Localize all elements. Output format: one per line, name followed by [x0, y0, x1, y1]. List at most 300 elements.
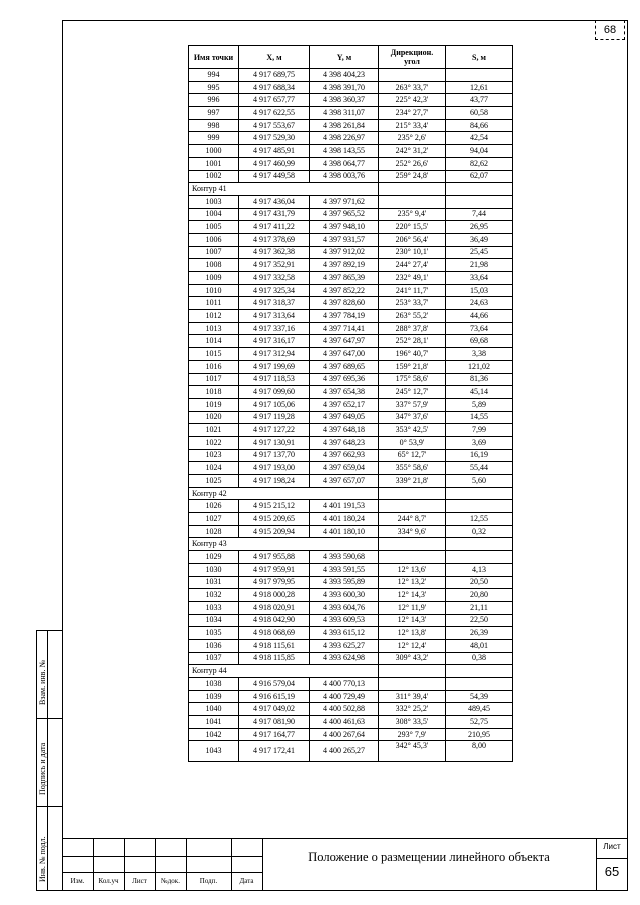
point-name-cell: 1007	[189, 246, 239, 259]
distance-cell: 25,45	[446, 246, 513, 259]
point-name-cell: 1027	[189, 513, 239, 526]
x-cell: 4 917 529,30	[239, 132, 310, 145]
table-row	[189, 424, 513, 437]
table-row	[189, 576, 513, 589]
angle-cell: 65° 12,7'	[379, 449, 446, 462]
y-cell: 4 400 265,27	[310, 741, 379, 762]
point-name-cell: 1021	[189, 424, 239, 437]
point-name-cell: 1037	[189, 652, 239, 665]
table-row	[189, 132, 513, 145]
table-row	[189, 678, 513, 691]
point-name-cell: 1038	[189, 678, 239, 691]
angle-cell: 232° 49,1'	[379, 272, 446, 285]
angle-cell: 245° 12,7'	[379, 386, 446, 399]
point-name-cell: 1036	[189, 639, 239, 652]
side-divider	[36, 718, 62, 719]
point-name-cell: 1019	[189, 398, 239, 411]
angle-cell: 206° 56,4'	[379, 233, 446, 246]
x-cell: 4 918 020,91	[239, 601, 310, 614]
distance-cell: 4,13	[446, 563, 513, 576]
table-row	[189, 703, 513, 716]
x-cell: 4 917 137,70	[239, 449, 310, 462]
x-cell: 4 917 622,55	[239, 107, 310, 120]
x-cell: 4 915 215,12	[239, 500, 310, 513]
x-cell: 4 917 411,22	[239, 221, 310, 234]
point-name-cell: 1026	[189, 500, 239, 513]
point-name-cell: 1039	[189, 690, 239, 703]
distance-cell: 210,95	[446, 728, 513, 741]
table-body	[189, 69, 513, 762]
y-cell: 4 398 404,23	[310, 69, 379, 82]
angle-cell: 263° 55,2'	[379, 310, 446, 323]
x-cell: 4 917 362,38	[239, 246, 310, 259]
x-cell: 4 917 337,16	[239, 322, 310, 335]
table-row	[189, 398, 513, 411]
angle-cell: 244° 27,4'	[379, 259, 446, 272]
coordinates-table	[188, 45, 513, 762]
x-cell: 4 918 042,90	[239, 614, 310, 627]
point-name-cell: 1002	[189, 170, 239, 183]
x-cell: 4 917 118,53	[239, 373, 310, 386]
angle-cell: 353° 42,5'	[379, 424, 446, 437]
distance-cell: 5,89	[446, 398, 513, 411]
table-row	[189, 69, 513, 82]
point-name-cell: 1008	[189, 259, 239, 272]
x-cell: 4 917 172,41	[239, 741, 310, 762]
point-name-cell: 1023	[189, 449, 239, 462]
point-name-cell: 1043	[189, 741, 239, 762]
distance-cell: 21,11	[446, 601, 513, 614]
table-row	[189, 208, 513, 221]
point-name-cell: 1010	[189, 284, 239, 297]
point-name-cell: 1005	[189, 221, 239, 234]
y-cell: 4 401 180,24	[310, 513, 379, 526]
distance-cell	[446, 500, 513, 513]
point-name-cell: 1012	[189, 310, 239, 323]
x-cell: 4 918 000,28	[239, 589, 310, 602]
angle-cell: 252° 26,6'	[379, 157, 446, 170]
distance-cell: 48,01	[446, 639, 513, 652]
contour-label: Контур 41	[189, 183, 379, 196]
x-cell: 4 917 460,99	[239, 157, 310, 170]
table-row	[189, 94, 513, 107]
x-cell: 4 915 209,94	[239, 525, 310, 538]
sheet-label: Лист	[603, 842, 621, 851]
point-name-cell: 999	[189, 132, 239, 145]
y-cell: 4 397 948,10	[310, 221, 379, 234]
angle-cell: 263° 33,7'	[379, 81, 446, 94]
y-cell: 4 400 461,63	[310, 716, 379, 729]
angle-cell: 253° 33,7'	[379, 297, 446, 310]
x-cell: 4 917 689,75	[239, 69, 310, 82]
contour-row	[189, 665, 513, 678]
y-cell: 4 398 391,70	[310, 81, 379, 94]
table-row	[189, 589, 513, 602]
x-cell: 4 917 959,91	[239, 563, 310, 576]
x-cell: 4 917 316,17	[239, 335, 310, 348]
y-cell: 4 397 695,36	[310, 373, 379, 386]
table-row	[189, 284, 513, 297]
tb-label-change: Изм.	[70, 877, 85, 885]
table-row	[189, 386, 513, 399]
angle-cell: 12° 12,4'	[379, 639, 446, 652]
y-cell: 4 393 595,89	[310, 576, 379, 589]
point-name-cell: 1032	[189, 589, 239, 602]
contour-label: Контур 44	[189, 665, 379, 678]
y-cell: 4 400 729,49	[310, 690, 379, 703]
sheet-divider	[596, 858, 628, 859]
point-name-cell: 1040	[189, 703, 239, 716]
header-y: Y, м	[310, 46, 379, 69]
x-cell: 4 917 332,58	[239, 272, 310, 285]
distance-cell: 84,66	[446, 119, 513, 132]
x-cell: 4 917 081,90	[239, 716, 310, 729]
table-row	[189, 563, 513, 576]
table-row	[189, 716, 513, 729]
tb-label-count: Кол.уч	[98, 877, 119, 885]
distance-cell: 8,00	[446, 741, 513, 762]
angle-cell	[379, 500, 446, 513]
angle-cell: 252° 28,1'	[379, 335, 446, 348]
side-divider	[36, 806, 62, 807]
table-row	[189, 614, 513, 627]
y-cell: 4 397 865,39	[310, 272, 379, 285]
table-row	[189, 119, 513, 132]
y-cell: 4 397 892,19	[310, 259, 379, 272]
angle-cell: 259° 24,8'	[379, 170, 446, 183]
page-number-top: 68	[595, 20, 625, 40]
x-cell: 4 917 127,22	[239, 424, 310, 437]
point-name-cell: 1011	[189, 297, 239, 310]
angle-cell: 308° 33,5'	[379, 716, 446, 729]
angle-cell: 293° 7,9'	[379, 728, 446, 741]
angle-cell: 12° 14,3'	[379, 589, 446, 602]
point-name-cell: 1000	[189, 145, 239, 158]
y-cell: 4 397 648,18	[310, 424, 379, 437]
y-cell: 4 401 180,10	[310, 525, 379, 538]
x-cell: 4 917 352,91	[239, 259, 310, 272]
angle-cell: 225° 42,3'	[379, 94, 446, 107]
table-row	[189, 272, 513, 285]
x-cell: 4 918 068,69	[239, 627, 310, 640]
table-row	[189, 639, 513, 652]
angle-cell: 347° 37,6'	[379, 411, 446, 424]
distance-cell: 26,39	[446, 627, 513, 640]
angle-cell	[379, 551, 446, 564]
distance-cell: 7,99	[446, 424, 513, 437]
distance-cell: 42,54	[446, 132, 513, 145]
x-cell: 4 917 164,77	[239, 728, 310, 741]
y-cell: 4 393 625,27	[310, 639, 379, 652]
sheet-number: 65	[604, 864, 620, 879]
x-cell: 4 917 378,69	[239, 233, 310, 246]
side-label-replacement-inv: Взам. инв. №	[38, 659, 47, 705]
header-distance: S, м	[446, 46, 513, 69]
angle-cell: 234° 27,7'	[379, 107, 446, 120]
distance-cell	[446, 678, 513, 691]
distance-cell: 60,58	[446, 107, 513, 120]
angle-cell: 244° 8,7'	[379, 513, 446, 526]
point-name-cell: 1033	[189, 601, 239, 614]
angle-cell: 337° 57,9'	[379, 398, 446, 411]
table-row	[189, 500, 513, 513]
x-cell: 4 917 431,79	[239, 208, 310, 221]
y-cell: 4 398 261,84	[310, 119, 379, 132]
distance-cell	[446, 195, 513, 208]
point-name-cell: 1035	[189, 627, 239, 640]
y-cell: 4 398 064,77	[310, 157, 379, 170]
title-block-line	[62, 872, 262, 873]
y-cell: 4 397 828,60	[310, 297, 379, 310]
distance-cell: 0,32	[446, 525, 513, 538]
table-row	[189, 246, 513, 259]
table-row	[189, 449, 513, 462]
y-cell: 4 397 689,65	[310, 360, 379, 373]
table-row	[189, 627, 513, 640]
angle-cell: 355° 58,6'	[379, 462, 446, 475]
table-row	[189, 259, 513, 272]
angle-cell: 339° 21,8'	[379, 475, 446, 488]
distance-cell: 26,95	[446, 221, 513, 234]
x-cell: 4 917 193,00	[239, 462, 310, 475]
table-row	[189, 436, 513, 449]
distance-cell: 3,38	[446, 348, 513, 361]
y-cell: 4 393 591,55	[310, 563, 379, 576]
distance-cell: 3,69	[446, 436, 513, 449]
distance-cell: 16,19	[446, 449, 513, 462]
x-cell: 4 917 485,91	[239, 145, 310, 158]
point-name-cell: 997	[189, 107, 239, 120]
table-row	[189, 221, 513, 234]
table-row	[189, 170, 513, 183]
x-cell: 4 917 955,88	[239, 551, 310, 564]
table-row	[189, 310, 513, 323]
table-row	[189, 513, 513, 526]
x-cell: 4 916 615,19	[239, 690, 310, 703]
table-row	[189, 652, 513, 665]
table-row	[189, 462, 513, 475]
x-cell: 4 917 198,24	[239, 475, 310, 488]
distance-cell: 94,04	[446, 145, 513, 158]
y-cell: 4 397 971,62	[310, 195, 379, 208]
angle-cell: 288° 37,8'	[379, 322, 446, 335]
point-name-cell: 1006	[189, 233, 239, 246]
angle-cell	[379, 69, 446, 82]
y-cell: 4 400 770,13	[310, 678, 379, 691]
y-cell: 4 397 647,97	[310, 335, 379, 348]
distance-cell: 43,77	[446, 94, 513, 107]
y-cell: 4 393 604,76	[310, 601, 379, 614]
distance-cell: 36,49	[446, 233, 513, 246]
empty-cell	[379, 665, 446, 678]
header-point-name: Имя точки	[189, 46, 239, 69]
empty-cell	[379, 183, 446, 196]
table-row	[189, 81, 513, 94]
point-name-cell: 1024	[189, 462, 239, 475]
table-row	[189, 373, 513, 386]
empty-cell	[446, 538, 513, 551]
x-cell: 4 917 105,06	[239, 398, 310, 411]
distance-cell: 54,39	[446, 690, 513, 703]
distance-cell: 52,75	[446, 716, 513, 729]
x-cell: 4 917 119,28	[239, 411, 310, 424]
angle-cell: 230° 10,1'	[379, 246, 446, 259]
point-name-cell: 1017	[189, 373, 239, 386]
y-cell: 4 398 360,37	[310, 94, 379, 107]
side-label-signature-date: Подпись и дата	[38, 742, 47, 795]
point-name-cell: 1020	[189, 411, 239, 424]
y-cell: 4 397 912,02	[310, 246, 379, 259]
table-row	[189, 335, 513, 348]
angle-cell: 0° 53,9'	[379, 436, 446, 449]
distance-cell	[446, 551, 513, 564]
distance-cell: 5,60	[446, 475, 513, 488]
point-name-cell: 1015	[189, 348, 239, 361]
angle-cell: 215° 33,4'	[379, 119, 446, 132]
distance-cell: 14,55	[446, 411, 513, 424]
y-cell: 4 397 649,05	[310, 411, 379, 424]
empty-cell	[446, 665, 513, 678]
distance-cell: 73,64	[446, 322, 513, 335]
x-cell: 4 917 130,91	[239, 436, 310, 449]
distance-cell: 20,80	[446, 589, 513, 602]
document-title: Положение о размещении линейного объекта	[308, 850, 550, 864]
y-cell: 4 397 784,19	[310, 310, 379, 323]
angle-cell: 12° 13,2'	[379, 576, 446, 589]
point-name-cell: 1022	[189, 436, 239, 449]
table-row	[189, 157, 513, 170]
x-cell: 4 915 209,65	[239, 513, 310, 526]
y-cell: 4 393 615,12	[310, 627, 379, 640]
distance-cell: 44,66	[446, 310, 513, 323]
x-cell: 4 917 318,37	[239, 297, 310, 310]
table-row	[189, 411, 513, 424]
x-cell: 4 917 313,64	[239, 310, 310, 323]
point-name-cell: 1014	[189, 335, 239, 348]
table-row	[189, 741, 513, 762]
y-cell: 4 393 609,53	[310, 614, 379, 627]
distance-cell: 121,02	[446, 360, 513, 373]
y-cell: 4 397 965,52	[310, 208, 379, 221]
x-cell: 4 917 436,04	[239, 195, 310, 208]
point-name-cell: 1018	[189, 386, 239, 399]
distance-cell	[446, 69, 513, 82]
y-cell: 4 398 226,97	[310, 132, 379, 145]
point-name-cell: 1003	[189, 195, 239, 208]
y-cell: 4 400 267,64	[310, 728, 379, 741]
distance-cell: 24,63	[446, 297, 513, 310]
distance-cell: 15,03	[446, 284, 513, 297]
table-row	[189, 322, 513, 335]
angle-cell	[379, 678, 446, 691]
angle-cell: 220° 15,5'	[379, 221, 446, 234]
x-cell: 4 917 657,77	[239, 94, 310, 107]
y-cell: 4 397 662,93	[310, 449, 379, 462]
x-cell: 4 917 099,60	[239, 386, 310, 399]
table-row	[189, 601, 513, 614]
title-block-line	[62, 856, 262, 857]
point-name-cell: 994	[189, 69, 239, 82]
distance-cell: 20,50	[446, 576, 513, 589]
y-cell: 4 397 654,38	[310, 386, 379, 399]
angle-cell: 334° 9,6'	[379, 525, 446, 538]
contour-row	[189, 538, 513, 551]
point-name-cell: 1025	[189, 475, 239, 488]
angle-cell: 175° 58,6'	[379, 373, 446, 386]
distance-cell: 81,36	[446, 373, 513, 386]
angle-cell: 12° 14,3'	[379, 614, 446, 627]
point-name-cell: 1001	[189, 157, 239, 170]
angle-cell: 241° 11,7'	[379, 284, 446, 297]
y-cell: 4 397 714,41	[310, 322, 379, 335]
x-cell: 4 917 979,95	[239, 576, 310, 589]
point-name-cell: 1034	[189, 614, 239, 627]
distance-cell: 69,68	[446, 335, 513, 348]
angle-cell: 309° 43,2'	[379, 652, 446, 665]
angle-cell: 196° 40,7'	[379, 348, 446, 361]
y-cell: 4 393 624,98	[310, 652, 379, 665]
empty-cell	[379, 538, 446, 551]
y-cell: 4 397 852,22	[310, 284, 379, 297]
distance-cell: 7,44	[446, 208, 513, 221]
point-name-cell: 1004	[189, 208, 239, 221]
table-row	[189, 233, 513, 246]
x-cell: 4 918 115,61	[239, 639, 310, 652]
table-row	[189, 690, 513, 703]
distance-cell: 21,98	[446, 259, 513, 272]
side-label-original-inv: Инв. № подл.	[38, 836, 47, 882]
contour-row	[189, 487, 513, 500]
empty-cell	[446, 487, 513, 500]
x-cell: 4 916 579,04	[239, 678, 310, 691]
tb-label-date: Дата	[239, 877, 254, 885]
table-row	[189, 348, 513, 361]
angle-cell: 159° 21,8'	[379, 360, 446, 373]
table-row	[189, 107, 513, 120]
point-name-cell: 1009	[189, 272, 239, 285]
y-cell: 4 401 191,53	[310, 500, 379, 513]
distance-cell: 22,50	[446, 614, 513, 627]
angle-cell: 235° 2,6'	[379, 132, 446, 145]
distance-cell: 82,62	[446, 157, 513, 170]
angle-cell: 235° 9,4'	[379, 208, 446, 221]
distance-cell: 12,55	[446, 513, 513, 526]
angle-cell: 12° 13,6'	[379, 563, 446, 576]
contour-label: Контур 42	[189, 487, 379, 500]
point-name-cell: 998	[189, 119, 239, 132]
empty-cell	[446, 183, 513, 196]
y-cell: 4 397 652,17	[310, 398, 379, 411]
distance-cell: 55,44	[446, 462, 513, 475]
angle-cell: 12° 13,8'	[379, 627, 446, 640]
point-name-cell: 1016	[189, 360, 239, 373]
table-row	[189, 728, 513, 741]
distance-cell: 12,61	[446, 81, 513, 94]
distance-cell: 45,14	[446, 386, 513, 399]
point-name-cell: 1031	[189, 576, 239, 589]
table-header-row	[189, 46, 513, 69]
distance-cell: 489,45	[446, 703, 513, 716]
y-cell: 4 397 931,57	[310, 233, 379, 246]
angle-cell: 242° 31,2'	[379, 145, 446, 158]
x-cell: 4 917 049,02	[239, 703, 310, 716]
point-name-cell: 996	[189, 94, 239, 107]
table-row	[189, 145, 513, 158]
y-cell: 4 397 647,00	[310, 348, 379, 361]
y-cell: 4 397 659,04	[310, 462, 379, 475]
table-row	[189, 475, 513, 488]
distance-cell: 0,38	[446, 652, 513, 665]
